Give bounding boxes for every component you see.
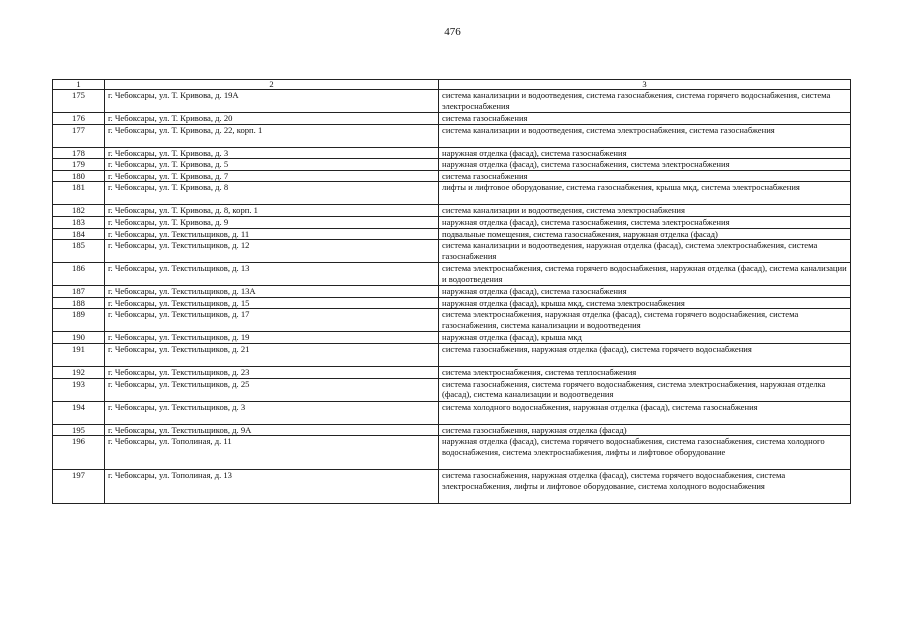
table-row: [53, 263, 851, 286]
buildings-table: [52, 79, 851, 504]
row-number-cell: 188: [53, 297, 105, 309]
works-cell: наружная отделка (фасад), система газоснабжения, система электроснабжения: [439, 216, 851, 228]
address-cell: г. Чебоксары, ул. Т. Кривова, д. 7: [105, 170, 439, 182]
address-cell: г. Чебоксары, ул. Текстильщиков, д. 11: [105, 228, 439, 240]
works-cell: система газоснабжения, наружная отделка (фасад), система горячего водоснабжения, система электроснабжения, лифты и лифтовое оборудование, система холодного водоснабжения: [439, 470, 851, 504]
row-number-cell: 177: [53, 124, 105, 147]
table-row: [53, 147, 851, 159]
table-row: [53, 286, 851, 298]
row-number-cell: 186: [53, 263, 105, 286]
works-cell: система канализации и водоотведения, система газоснабжения, система горячего водоснабжения, система электроснабжения: [439, 90, 851, 113]
works-cell: наружная отделка (фасад), система газоснабжения: [439, 147, 851, 159]
address-cell: г. Чебоксары, ул. Текстильщиков, д. 15: [105, 297, 439, 309]
address-cell: г. Чебоксары, ул. Текстильщиков, д. 13А: [105, 286, 439, 298]
table-row: [53, 470, 851, 504]
row-number-cell: 193: [53, 378, 105, 401]
address-cell: г. Чебоксары, ул. Текстильщиков, д. 17: [105, 309, 439, 332]
works-cell: система канализации и водоотведения, система электроснабжения, система газоснабжения: [439, 124, 851, 147]
works-cell: система электроснабжения, система горячего водоснабжения, наружная отделка (фасад), система канализации и водоотведения: [439, 263, 851, 286]
table-row: [53, 297, 851, 309]
address-cell: г. Чебоксары, ул. Т. Кривова, д. 22, корп. 1: [105, 124, 439, 147]
row-number-cell: 197: [53, 470, 105, 504]
table-row: [53, 366, 851, 378]
table-row: [53, 159, 851, 171]
works-cell: наружная отделка (фасад), крыша мкд: [439, 332, 851, 344]
table-row: [53, 113, 851, 125]
table-row: [53, 228, 851, 240]
row-number-cell: 178: [53, 147, 105, 159]
address-cell: г. Чебоксары, ул. Текстильщиков, д. 9А: [105, 424, 439, 436]
row-number-cell: 189: [53, 309, 105, 332]
table-row: [53, 124, 851, 147]
works-cell: система газоснабжения: [439, 113, 851, 125]
row-number-cell: 195: [53, 424, 105, 436]
table-row: [53, 378, 851, 401]
row-number-cell: 176: [53, 113, 105, 125]
row-number-cell: 181: [53, 182, 105, 205]
page-number: 476: [444, 26, 461, 38]
works-cell: наружная отделка (фасад), крыша мкд, система электроснабжения: [439, 297, 851, 309]
table-header-row: [53, 80, 851, 90]
address-cell: г. Чебоксары, ул. Т. Кривова, д. 5: [105, 159, 439, 171]
address-cell: г. Чебоксары, ул. Текстильщиков, д. 12: [105, 240, 439, 263]
row-number-cell: 179: [53, 159, 105, 171]
table-row: [53, 436, 851, 470]
works-cell: система газоснабжения, система горячего водоснабжения, система электроснабжения, наружная отделка (фасад), система канализации и водоотведения: [439, 378, 851, 401]
row-number-cell: 182: [53, 205, 105, 217]
address-cell: г. Чебоксары, ул. Тополиная, д. 11: [105, 436, 439, 470]
works-cell: система канализации и водоотведения, система электроснабжения: [439, 205, 851, 217]
address-cell: г. Чебоксары, ул. Т. Кривова, д. 8: [105, 182, 439, 205]
row-number-cell: 180: [53, 170, 105, 182]
table-row: [53, 216, 851, 228]
row-number-cell: 196: [53, 436, 105, 470]
table-row: [53, 240, 851, 263]
address-cell: г. Чебоксары, ул. Текстильщиков, д. 21: [105, 343, 439, 366]
table-row: [53, 182, 851, 205]
row-number-cell: 187: [53, 286, 105, 298]
row-number-cell: 184: [53, 228, 105, 240]
works-cell: система газоснабжения: [439, 170, 851, 182]
address-cell: г. Чебоксары, ул. Текстильщиков, д. 19: [105, 332, 439, 344]
row-number-cell: 183: [53, 216, 105, 228]
row-number-cell: 190: [53, 332, 105, 344]
address-cell: г. Чебоксары, ул. Текстильщиков, д. 23: [105, 366, 439, 378]
address-cell: г. Чебоксары, ул. Текстильщиков, д. 13: [105, 263, 439, 286]
table-row: [53, 309, 851, 332]
table-row: [53, 343, 851, 366]
address-cell: г. Чебоксары, ул. Текстильщиков, д. 25: [105, 378, 439, 401]
address-cell: г. Чебоксары, ул. Т. Кривова, д. 19А: [105, 90, 439, 113]
column-header-address: 2: [105, 80, 439, 90]
works-cell: лифты и лифтовое оборудование, система газоснабжения, крыша мкд, система электроснабжения: [439, 182, 851, 205]
works-cell: подвальные помещения, система газоснабжения, наружная отделка (фасад): [439, 228, 851, 240]
row-number-cell: 185: [53, 240, 105, 263]
works-cell: система электроснабжения, система теплоснабжения: [439, 366, 851, 378]
works-cell: система газоснабжения, наружная отделка (фасад), система горячего водоснабжения: [439, 343, 851, 366]
row-number-cell: 191: [53, 343, 105, 366]
works-cell: наружная отделка (фасад), система горячего водоснабжения, система газоснабжения, система холодного водоснабжения, система электроснабжения, лифты и лифтовое оборудование: [439, 436, 851, 470]
works-cell: наружная отделка (фасад), система газоснабжения: [439, 286, 851, 298]
row-number-cell: 192: [53, 366, 105, 378]
row-number-cell: 194: [53, 401, 105, 424]
address-cell: г. Чебоксары, ул. Т. Кривова, д. 8, корп. 1: [105, 205, 439, 217]
table-row: [53, 332, 851, 344]
works-cell: система канализации и водоотведения, наружная отделка (фасад), система электроснабжения, система газоснабжения: [439, 240, 851, 263]
column-header-works: 3: [439, 80, 851, 90]
address-cell: г. Чебоксары, ул. Т. Кривова, д. 20: [105, 113, 439, 125]
works-cell: система холодного водоснабжения, наружная отделка (фасад), система газоснабжения: [439, 401, 851, 424]
works-cell: наружная отделка (фасад), система газоснабжения, система электроснабжения: [439, 159, 851, 171]
address-cell: г. Чебоксары, ул. Тополиная, д. 13: [105, 470, 439, 504]
table-row: [53, 424, 851, 436]
table-row: [53, 205, 851, 217]
address-cell: г. Чебоксары, ул. Т. Кривова, д. 3: [105, 147, 439, 159]
address-cell: г. Чебоксары, ул. Т. Кривова, д. 9: [105, 216, 439, 228]
works-cell: система электроснабжения, наружная отделка (фасад), система горячего водоснабжения, система газоснабжения, система канализации и водоотведения: [439, 309, 851, 332]
row-number-cell: 175: [53, 90, 105, 113]
table-row: [53, 170, 851, 182]
address-cell: г. Чебоксары, ул. Текстильщиков, д. 3: [105, 401, 439, 424]
column-header-number: 1: [53, 80, 105, 90]
works-cell: система газоснабжения, наружная отделка (фасад): [439, 424, 851, 436]
table-body: [53, 90, 851, 504]
table-row: [53, 401, 851, 424]
table-row: [53, 90, 851, 113]
